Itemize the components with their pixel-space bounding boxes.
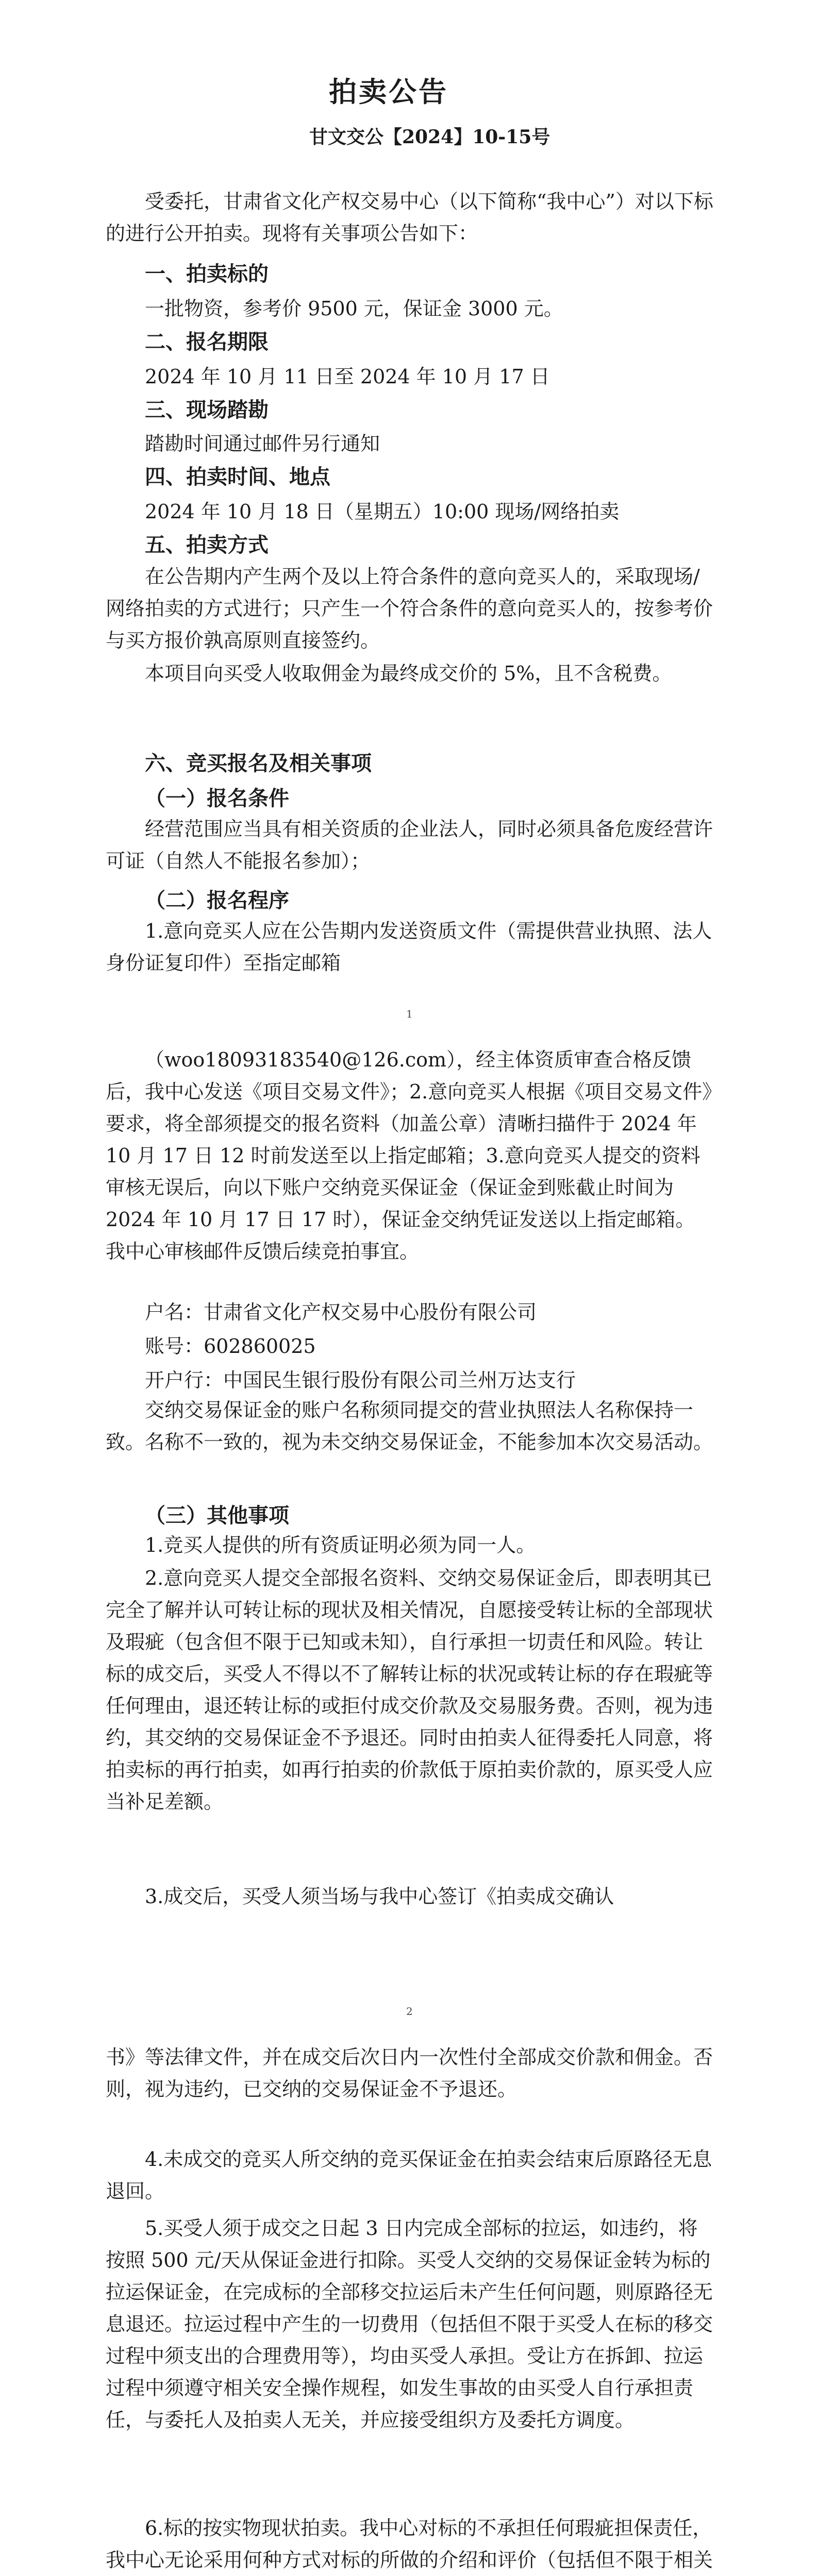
other-item-6: 6.标的按实物现状拍卖。我中心对标的不承担任何瑕疵担保责任，我中心无论采用何种方式对标的所做的介绍和评价（包括但不限于相关 — [106, 2517, 713, 2571]
section-4-heading: 四、拍卖时间、地点 — [145, 465, 330, 489]
intro-paragraph: 受委托，甘肃省文化产权交易中心（以下简称“我中心”）对以下标的进行公开拍卖。现将有关事项公告如下： — [106, 190, 713, 245]
account-name: 户名：甘肃省文化产权交易中心股份有限公司 — [145, 1301, 537, 1324]
other-item-3-part-2: 书》等法律文件，并在成交后次日内一次性付全部成交价款和佣金。否则，视为违约，已交纳的交易保证金不予退还。 — [106, 2046, 713, 2100]
section-3-heading: 三、现场踏勘 — [145, 398, 269, 422]
section-6-heading: 六、竞买报名及相关事项 — [145, 751, 372, 775]
section-6-sub2-heading: （二）报名程序 — [145, 888, 289, 912]
section-5-heading: 五、拍卖方式 — [145, 533, 269, 557]
section-5-paragraph-1: 在公告期内产生两个及以上符合条件的意向竞买人的，采取现场/网络拍卖的方式进行；只产生一个符合条件的意向竞买人的，按参考价与买方报价孰高原则直接签约。 — [106, 565, 713, 652]
other-item-5: 5.买受人须于成交之日起 3 日内完成全部标的拉运，如违约，将按照 500 元/天从保证金进行扣除。买受人交纳的交易保证金转为标的拉运保证金，在完成标的全部移交拉运后未产生任何问题，则原路径无息退还。拉运过程中产生的一切费用（包括但不限于买受人在标的移交过程中须支出的合理费用等），均由买受人承担。受让方在拆卸、拉运过程中须遵守相关安全操作规程，如发生事故的由买受人自行承担责任，与委托人及拍卖人无关，并应接受组织方及委托方调度。 — [106, 2217, 713, 2431]
section-6-sub2-p1: 1.意向竞买人应在公告期内发送资质文件（需提供营业执照、法人身份证复印件）至指定邮箱 — [106, 920, 712, 974]
other-item-3-part-1: 3.成交后，买受人须当场与我中心签订《拍卖成交确认 — [145, 1885, 614, 1908]
other-item-2: 2.意向竞买人提交全部报名资料、交纳交易保证金后，即表明其已完全了解并认可转让标的现状及相关情况，自愿接受转让标的全部现状及瑕疵（包含但不限于已知或未知），自行承担一切责任和风险。转让标的成交后，买受人不得以不了解转让标的状况或转让标的存在瑕疵等任何理由，退还转让标的或拒付成交价款及交易服务费。否则，视为违约，其交纳的交易保证金不予退还。同时由拍卖人征得委托人同意，将拍卖标的再行拍卖，如再行拍卖的价款低于原拍卖价款的，原买受人应当补足差额。 — [106, 1567, 713, 1813]
section-6-sub1-text: 经营范围应当具有相关资质的企业法人，同时必须具备危废经营许可证（自然人不能报名参加）； — [106, 818, 713, 872]
page-number: 2 — [406, 2005, 413, 2018]
deposit-note: 交纳交易保证金的账户名称须同提交的营业执照法人名称保持一致。名称不一致的，视为未交纳交易保证金，不能参加本次交易活动。 — [106, 1399, 713, 1453]
section-1-heading: 一、拍卖标的 — [145, 262, 269, 286]
section-2-heading: 二、报名期限 — [145, 330, 269, 354]
section-3-text: 踏勘时间通过邮件另行通知 — [145, 432, 380, 455]
other-item-4: 4.未成交的竞买人所交纳的竞买保证金在拍卖会结束后原路径无息退回。 — [106, 2148, 712, 2202]
page-number: 1 — [406, 1008, 413, 1020]
document-number: 甘文交公【2024】10-15号 — [309, 126, 550, 148]
bank-name: 开户行：中国民生银行股份有限公司兰州万达支行 — [145, 1369, 576, 1392]
section-2-text: 2024 年 10 月 11 日至 2024 年 10 月 17 日 — [145, 365, 550, 388]
section-4-text: 2024 年 10 月 18 日（星期五）10:00 现场/网络拍卖 — [145, 500, 620, 523]
account-number: 账号：602860025 — [145, 1335, 316, 1358]
section-6-sub3-heading: （三）其他事项 — [145, 1503, 289, 1528]
section-6-sub2-p1-continued: （woo18093183540@126.com），经主体资质审查合格反馈后，我中心发送《项目交易文件》；2.意向竞买人根据《项目交易文件》要求，将全部须提交的报名资料（加盖公章）清晰扫描件于 2024 年 10 月 17 日 12 时前发送至以上指定邮箱；3.意向竞买人提交的资料审核无误后，向以下账户交纳竞买保证金（保证金到账截止时间为 2024 年 10 月 17 日 17 时），保证金交纳凭证发送以上指定邮箱。我中心审核邮件反馈后续竞拍事宜。 — [106, 1048, 712, 1263]
section-1-text: 一批物资，参考价 9500 元，保证金 3000 元。 — [145, 297, 563, 320]
section-5-paragraph-2: 本项目向买受人收取佣金为最终成交价的 5%，且不含税费。 — [145, 662, 672, 685]
section-6-sub1-heading: （一）报名条件 — [145, 786, 289, 810]
page-title: 拍卖公告 — [329, 75, 448, 108]
other-item-1: 1.竞买人提供的所有资质证明必须为同一人。 — [145, 1534, 536, 1556]
